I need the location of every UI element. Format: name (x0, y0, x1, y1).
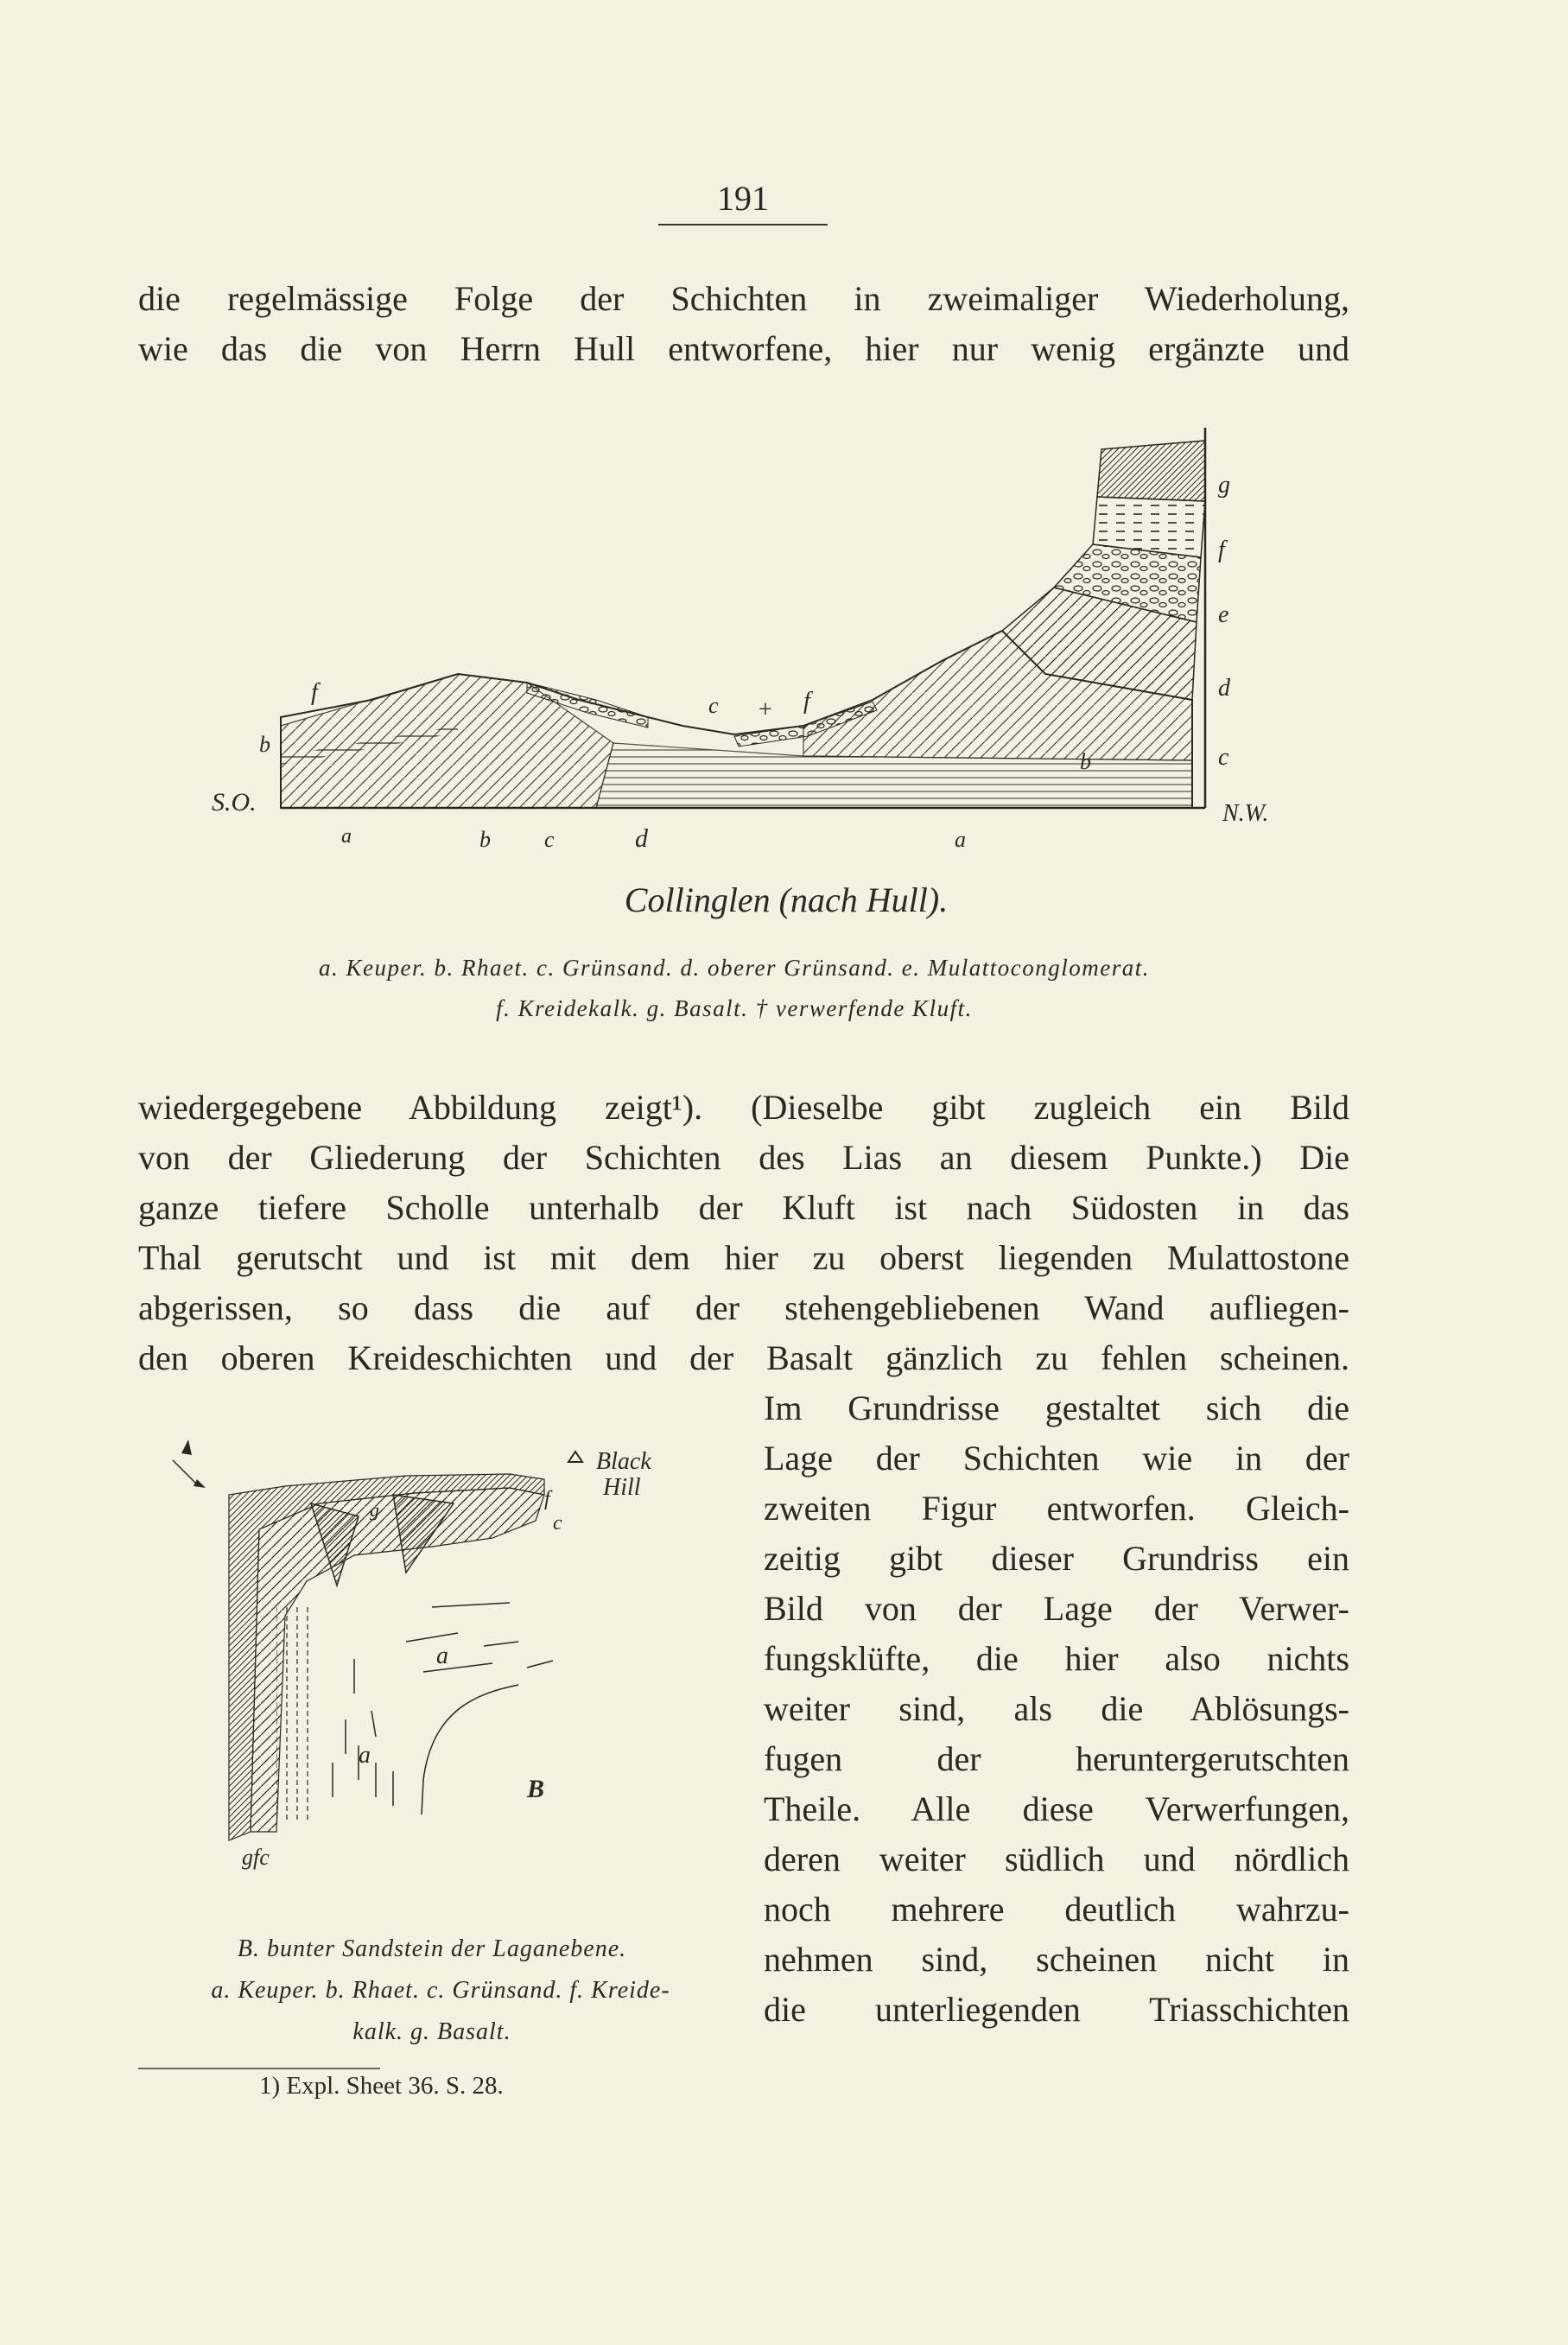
paragraph2-right-line-11: noch mehrere deutlich wahrzu- (764, 1890, 1349, 1929)
label-b-left: b (259, 732, 270, 757)
label-a-right: a (955, 827, 966, 852)
label-black: Black (596, 1448, 651, 1475)
paragraph1-line-1: die regelmässige Folge der Schichten in zweimaliger Wiederholung, (138, 279, 1349, 318)
paragraph2-right-line-9: Theile. Alle diese Verwerfungen, (764, 1789, 1349, 1828)
label-a-left: a (341, 825, 352, 848)
label-gfc: gfc (242, 1845, 270, 1870)
label-cross: + (759, 696, 772, 723)
label-f-mid: f (803, 688, 810, 715)
label-B: B (527, 1775, 545, 1803)
footnote: 1) Expl. Sheet 36. S. 28. (259, 2072, 504, 2100)
label-g-right: g (1218, 472, 1230, 499)
label-b-bottom: b (479, 827, 491, 852)
label-so: S.O. (212, 788, 257, 817)
paragraph2-right-line-2: Lage der Schichten wie in der (764, 1439, 1349, 1478)
label-c: c (553, 1512, 562, 1535)
figure1-title: Collinglen (nach Hull). (624, 880, 949, 919)
paragraph2-right-line-6: fungsklüfte, die hier also nichts (764, 1639, 1349, 1678)
label-f-right: f (1218, 537, 1225, 563)
paragraph2-right-line-13: die unterliegenden Triasschichten (764, 1990, 1349, 2029)
label-d-bottom: d (635, 824, 648, 853)
label-f-left: f (311, 679, 318, 706)
ground-plan-figure (147, 1434, 734, 1892)
label-c-bottom: c (544, 827, 555, 852)
figure2-caption-line-3: kalk. g. Basalt. (352, 2018, 511, 2045)
footnote-rule (138, 2068, 380, 2069)
label-c-mid: c (708, 693, 719, 718)
paragraph2-right-line-8: fugen der heruntergerutschten (764, 1739, 1349, 1778)
label-g: g (370, 1499, 379, 1521)
paragraph2-line-6: den oberen Kreideschichten und der Basalt gänzlich zu fehlen scheinen. (138, 1338, 1349, 1377)
label-nw: N.W. (1222, 800, 1269, 827)
paragraph2-right-line-3: zweiten Figur entworfen. Gleich- (764, 1489, 1349, 1528)
paragraph2-right-line-12: nehmen sind, scheinen nicht in (764, 1940, 1349, 1979)
paragraph2-right-line-4: zeitig gibt dieser Grundriss ein (764, 1539, 1349, 1578)
paragraph2-line-1: wiedergegebene Abbildung zeigt¹). (Dieselbe gibt zugleich ein Bild (138, 1088, 1349, 1127)
page-number: 191 (717, 179, 769, 218)
label-a-center: a (436, 1643, 448, 1669)
paragraph1-line-2: wie das die von Herrn Hull entworfene, hier nur wenig ergänzte und (138, 329, 1349, 368)
figure2-caption-line-1: B. bunter Sandstein der Laganebene. (237, 1935, 627, 1962)
label-d-right: d (1218, 675, 1230, 702)
figure1-legend-line-1: a. Keuper. b. Rhaet. c. Grünsand. d. oberer Grünsand. e. Mulattoconglomerat. (319, 955, 1150, 981)
label-f: f (544, 1488, 550, 1510)
label-c-right: c (1218, 744, 1229, 771)
paragraph2-line-3: ganze tiefere Scholle unterhalb der Kluft ist nach Südosten in das (138, 1188, 1349, 1227)
label-b-inner: b (1080, 749, 1091, 774)
label-a-left: a (359, 1742, 371, 1769)
paragraph2-right-line-10: deren weiter südlich und nördlich (764, 1840, 1349, 1878)
figure2-caption-line-2: a. Keuper. b. Rhaet. c. Grünsand. f. Kreide- (211, 1977, 670, 2004)
paragraph2-line-2: von der Gliederung der Schichten des Lias an diesem Punkte.) Die (138, 1138, 1349, 1177)
paragraph2-right-line-1: Im Grundrisse gestaltet sich die (764, 1389, 1349, 1427)
paragraph2-right-line-7: weiter sind, als die Ablösungs- (764, 1689, 1349, 1728)
figure1-legend-line-2: f. Kreidekalk. g. Basalt. † verwerfende Kluft. (496, 995, 973, 1021)
page-number-rule (658, 224, 828, 226)
label-hill: Hill (603, 1474, 641, 1501)
paragraph2-line-5: abgerissen, so dass die auf der stehengebliebenen Wand aufliegen- (138, 1288, 1349, 1327)
cross-section-figure (199, 415, 1348, 864)
paragraph2-right-line-5: Bild von der Lage der Verwer- (764, 1589, 1349, 1628)
label-e-right: e (1218, 601, 1229, 628)
paragraph2-line-4: Thal gerutscht und ist mit dem hier zu oberst liegenden Mulattostone (138, 1238, 1349, 1277)
